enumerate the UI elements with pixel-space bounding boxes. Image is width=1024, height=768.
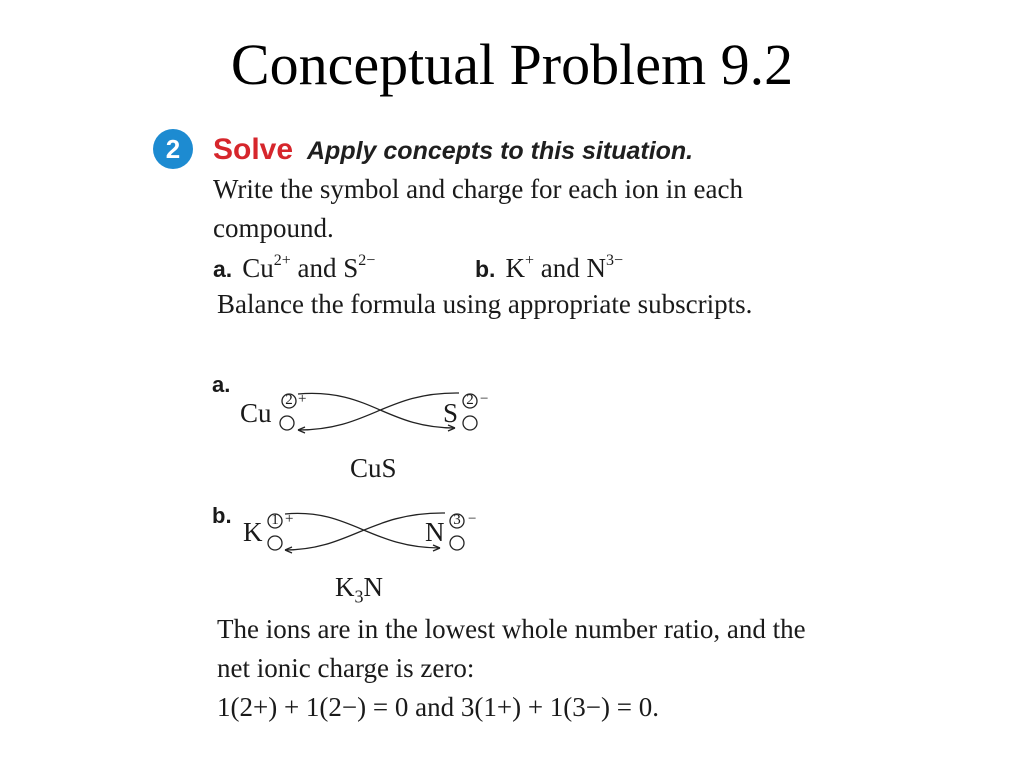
diagram-a-cation-charge-circle xyxy=(282,394,296,408)
diagram-a-label: a. xyxy=(212,372,231,397)
diagram-a-anion-subscript-circle xyxy=(463,416,477,430)
solve-subtitle: Apply concepts to this situation. xyxy=(307,137,694,165)
diagram-a-anion-charge-circle xyxy=(463,394,477,408)
diagram-a-cation-subscript-circle xyxy=(280,416,294,430)
diagram-b-cation-sign: + xyxy=(285,511,294,527)
diagram-a-cation: Cu xyxy=(240,398,272,428)
diagram-a-cation-sign: + xyxy=(298,391,307,407)
diagram-a-cross-arrow-1 xyxy=(298,393,455,428)
diagram-b-formula-subscript: 3 xyxy=(354,586,364,607)
ion-pair-b-ion2-charge: 3− xyxy=(605,252,623,269)
ion-pair-b-ion2: N xyxy=(586,253,606,283)
diagram-b-anion-subscript-circle xyxy=(450,536,464,550)
diagram-b-formula-tail: N xyxy=(363,572,383,602)
ion-pair-b-ion1: K xyxy=(505,253,525,283)
ion-pair-b-joiner: and xyxy=(540,253,580,283)
diagram-a-anion: S xyxy=(443,398,459,428)
diagram-b-anion-sign: − xyxy=(468,511,477,527)
balance-instruction: Balance the formula using appropriate subscripts. xyxy=(217,289,753,319)
ion-pair-a-ion1: Cu xyxy=(242,253,274,283)
diagram-b-cation-charge-number: 1 xyxy=(271,512,279,528)
diagram-b-formula-base: K xyxy=(335,572,355,602)
ion-pair-a-ion2-charge: 2− xyxy=(358,252,376,269)
step-number-badge: 2 xyxy=(153,129,193,169)
solve-heading: Solve xyxy=(213,133,294,166)
ion-pair-a-joiner: and xyxy=(297,253,337,283)
diagram-a-anion-sign: − xyxy=(480,391,489,407)
ion-pair-b-ion1-charge: + xyxy=(524,252,534,269)
write-instruction: Write the symbol and charge for each ion in each compound. xyxy=(213,174,743,243)
diagram-b-anion-charge-circle xyxy=(450,514,464,528)
slide-title: Conceptual Problem 9.2 xyxy=(230,32,794,97)
diagram-b-cross-arrow-2 xyxy=(285,513,445,550)
charge-balance-equation: 1(2+) + 1(2−) = 0 and 3(1+) + 1(3−) = 0. xyxy=(217,692,659,722)
ion-pair-a-ion1-charge: 2+ xyxy=(273,252,291,269)
conclusion-text: The ions are in the lowest whole number ratio, and the net ionic charge is zero: xyxy=(217,614,806,683)
diagram-a-cross-arrow-2 xyxy=(298,393,459,430)
diagram-b-anion-charge-number: 3 xyxy=(453,512,461,528)
diagram-b-label: b. xyxy=(212,503,232,528)
ion-pair-b-label: b. xyxy=(475,256,496,282)
diagram-a-cation-charge-number: 2 xyxy=(285,392,293,408)
diagram-b-cation: K xyxy=(243,517,263,547)
diagram-b-cation-charge-circle xyxy=(268,514,282,528)
diagram-b-cation-subscript-circle xyxy=(268,536,282,550)
diagram-b-anion: N xyxy=(425,517,445,547)
diagram-a-anion-charge-number: 2 xyxy=(466,392,474,408)
ion-pair-a-label: a. xyxy=(213,256,233,282)
ion-pair-a-ion2: S xyxy=(343,253,359,283)
diagram-a-formula-base: CuS xyxy=(350,453,397,483)
